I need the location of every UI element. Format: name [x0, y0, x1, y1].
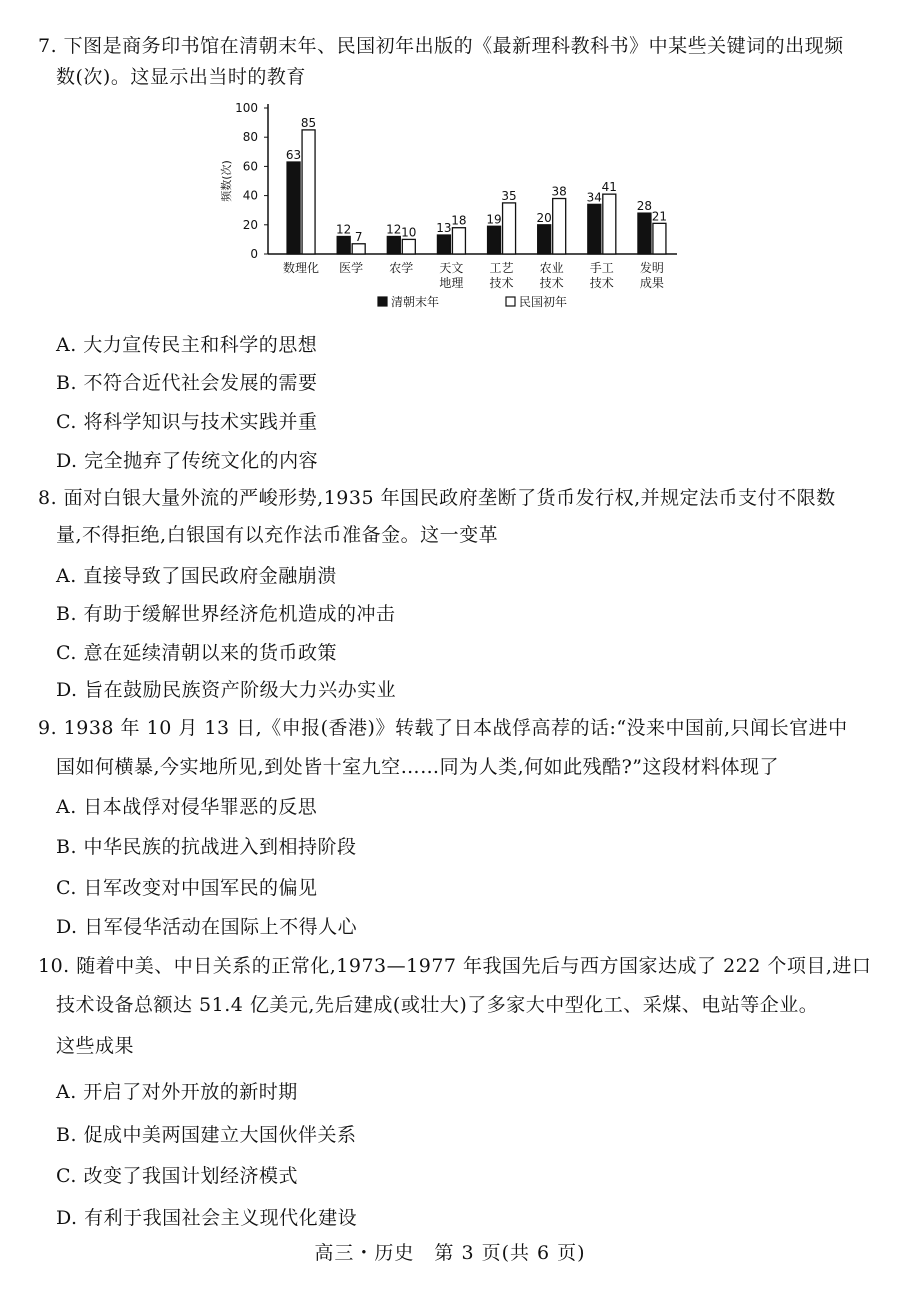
- q8-option-a[interactable]: A. 直接导致了国民政府金融崩溃: [56, 565, 337, 587]
- category-label: 技术: [489, 276, 514, 290]
- q7-stem-line-2: 数(次)。这显示出当时的教育: [56, 66, 306, 88]
- bar-value-label: 20: [536, 210, 552, 225]
- y-tick-label: 80: [242, 130, 258, 145]
- bar-value-label: 21: [651, 209, 668, 224]
- bar: [452, 228, 465, 254]
- bar-value-label: 12: [336, 222, 352, 237]
- legend-swatch: [378, 297, 387, 306]
- bar-value-label: 19: [486, 212, 502, 227]
- q10-option-c[interactable]: C. 改变了我国计划经济模式: [56, 1165, 298, 1187]
- bar: [503, 203, 516, 254]
- category-label: 农学: [389, 261, 414, 275]
- y-axis-label: 频数(次): [220, 160, 233, 202]
- q7-option-c[interactable]: C. 将科学知识与技术实践并重: [56, 411, 318, 433]
- category-label: 手工: [589, 261, 614, 275]
- q9-option-b[interactable]: B. 中华民族的抗战进入到相持阶段: [56, 836, 357, 858]
- q9-option-a[interactable]: A. 日本战俘对侵华罪恶的反思: [56, 796, 318, 818]
- legend-swatch: [506, 297, 515, 306]
- q8-option-d[interactable]: D. 旨在鼓励民族资产阶级大力兴办实业: [56, 679, 397, 701]
- category-label: 技术: [589, 276, 614, 290]
- bar: [437, 235, 450, 254]
- q10-stem-line-1: 10. 随着中美、中日关系的正常化,1973—1977 年我国先后与西方国家达成了 222 个项目,进口: [38, 955, 872, 977]
- keyword-frequency-chart: [200, 96, 700, 326]
- q9-stem-line-1: 9. 1938 年 10 月 13 日,《申报(香港)》转载了日本战俘高荐的话:“没来中国前,只闻长官进中: [38, 717, 848, 739]
- y-tick-label: 60: [242, 159, 258, 174]
- bar-value-label: 38: [551, 184, 567, 199]
- bar: [603, 194, 616, 254]
- q10-stem-line-2: 技术设备总额达 51.4 亿美元,先后建成(或壮大)了多家大中型化工、采煤、电站等企业。: [56, 994, 819, 1016]
- y-tick-label: 0: [250, 247, 258, 261]
- bar-value-label: 7: [354, 229, 363, 244]
- bar: [402, 239, 415, 254]
- category-label: 农业: [539, 261, 564, 275]
- bar-value-label: 12: [386, 222, 402, 237]
- bar-value-label: 34: [586, 190, 602, 205]
- q9-option-c[interactable]: C. 日军改变对中国军民的偏见: [56, 877, 318, 899]
- bar-value-label: 85: [300, 115, 317, 130]
- bar: [588, 204, 601, 254]
- page-footer: 高三・历史 第 3 页(共 6 页): [314, 1242, 586, 1264]
- q7-option-b[interactable]: B. 不符合近代社会发展的需要: [56, 372, 318, 394]
- y-tick-label: 100: [235, 101, 258, 115]
- q10-option-a[interactable]: A. 开启了对外开放的新时期: [56, 1081, 298, 1103]
- bar: [653, 223, 666, 254]
- bar-value-label: 10: [401, 225, 417, 240]
- category-label: 发明: [639, 261, 664, 275]
- bar-value-label: 28: [636, 199, 653, 214]
- category-label: 技术: [539, 276, 564, 290]
- category-label: 工艺: [489, 261, 514, 275]
- q10-stem-line-3: 这些成果: [56, 1035, 135, 1057]
- bar-value-label: 63: [285, 148, 302, 163]
- bar: [488, 226, 501, 254]
- bar-value-label: 13: [436, 221, 452, 236]
- legend-label: 清朝末年: [391, 295, 440, 309]
- q9-stem-line-2: 国如何横暴,今实地所见,到处皆十室九空……同为人类,何如此残酷?”这段材料体现了: [56, 756, 780, 778]
- q8-option-c[interactable]: C. 意在延续清朝以来的货币政策: [56, 642, 337, 664]
- bar: [387, 236, 400, 254]
- q9-option-d[interactable]: D. 日军侵华活动在国际上不得人心: [56, 916, 358, 938]
- q8-option-b[interactable]: B. 有助于缓解世界经济危机造成的冲击: [56, 603, 396, 625]
- y-tick-label: 40: [242, 188, 258, 203]
- category-label: 医学: [339, 261, 364, 275]
- bar-value-label: 35: [501, 188, 517, 203]
- category-label: 地理: [439, 276, 464, 290]
- q10-option-d[interactable]: D. 有利于我国社会主义现代化建设: [56, 1207, 358, 1229]
- category-label: 天文: [439, 261, 464, 275]
- q7-option-d[interactable]: D. 完全抛弃了传统文化的内容: [56, 450, 319, 472]
- y-tick-label: 20: [242, 217, 258, 232]
- q10-option-b[interactable]: B. 促成中美两国建立大国伙伴关系: [56, 1124, 357, 1146]
- legend-label: 民国初年: [519, 295, 568, 309]
- q7-option-a[interactable]: A. 大力宣传民主和科学的思想: [56, 334, 318, 356]
- bar-value-label: 18: [451, 213, 467, 228]
- bar-value-label: 41: [601, 180, 617, 195]
- bar: [538, 225, 551, 254]
- bar: [337, 236, 350, 254]
- bar: [352, 244, 365, 254]
- q7-stem-line-1: 7. 下图是商务印书馆在清朝末年、民国初年出版的《最新理科教科书》中某些关键词的出现频: [38, 35, 844, 57]
- q8-stem-line-2: 量,不得拒绝,白银国有以充作法币准备金。这一变革: [56, 524, 499, 546]
- q8-stem-line-1: 8. 面对白银大量外流的严峻形势,1935 年国民政府垄断了货币发行权,并规定法币支付不限数: [38, 487, 836, 509]
- bar: [638, 213, 651, 254]
- bar: [287, 162, 300, 254]
- bar: [553, 199, 566, 254]
- category-label: 成果: [639, 276, 664, 290]
- bar: [302, 130, 315, 254]
- category-label: 数理化: [283, 261, 320, 275]
